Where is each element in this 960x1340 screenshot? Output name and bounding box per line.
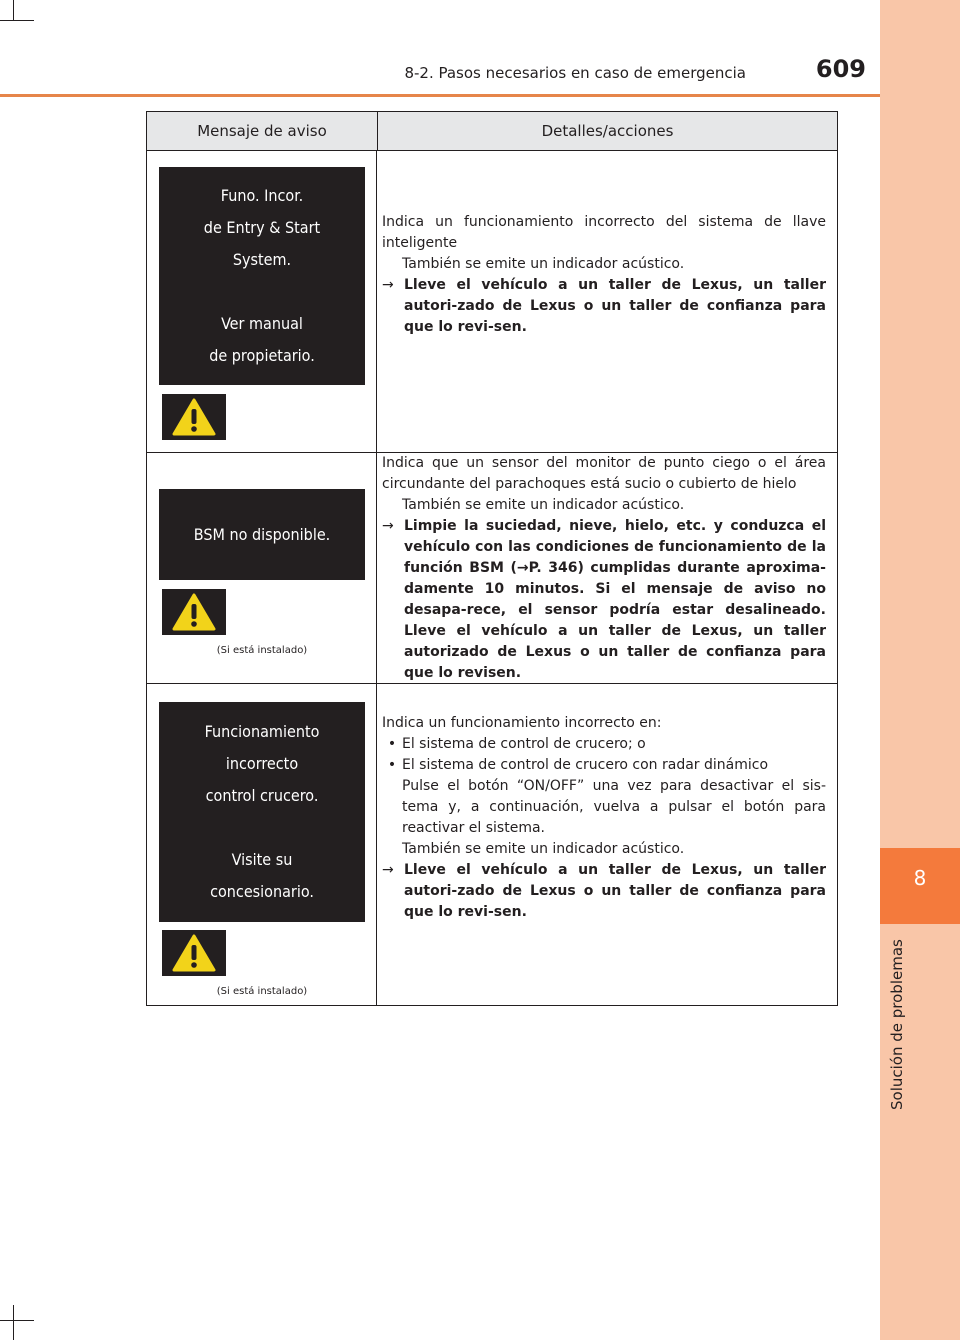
details-sub: También se emite un indicador acústico. bbox=[402, 255, 685, 272]
crop-mark bbox=[0, 20, 34, 21]
screen-line: System. bbox=[232, 250, 292, 269]
arrow-icon: → bbox=[382, 276, 394, 293]
chapter-number: 8 bbox=[913, 866, 927, 890]
message-cell bbox=[147, 453, 377, 683]
details-cell bbox=[377, 684, 837, 1005]
chapter-label: Solución de problemas bbox=[888, 939, 906, 1110]
action-text: Lleve el vehículo a un taller de Lexus, un taller autori-zado de Lexus o un taller de confianza para que lo revi-sen. bbox=[404, 276, 826, 335]
installed-note: (Si está instalado) bbox=[216, 645, 308, 656]
installed-note: (Si está instalado) bbox=[216, 986, 308, 997]
screen-line: concesionario. bbox=[210, 882, 314, 901]
warning-icon-box bbox=[162, 394, 226, 440]
details-sub: Pulse el botón “ON/OFF” una vez para desactivar el sis-tema y, a continuación, vuelva a pulsar el botón para reactivar el sistema. bbox=[402, 777, 826, 836]
details-intro: Indica un funcionamiento incorrecto del sistema de llave inteligente bbox=[382, 213, 826, 251]
screen-line: de Entry & Start bbox=[203, 218, 321, 237]
bullet-item bbox=[382, 755, 826, 776]
details-cell bbox=[377, 453, 837, 683]
warning-screen bbox=[159, 489, 365, 580]
warning-table bbox=[146, 111, 838, 1006]
warning-icon-box bbox=[162, 930, 226, 976]
details-sub: También se emite un indicador acústico. bbox=[402, 496, 685, 513]
warning-icon-box bbox=[162, 589, 226, 635]
action-item bbox=[382, 516, 826, 684]
action-item bbox=[382, 860, 826, 923]
crop-mark bbox=[13, 1305, 14, 1340]
details-intro: Indica que un sensor del monitor de punto ciego o el área circundante del parachoques está sucio o cubierto de hielo bbox=[382, 454, 826, 492]
action-text: Lleve el vehículo a un taller de Lexus, un taller autori-zado de Lexus o un taller de confianza para que lo revi-sen. bbox=[404, 861, 826, 920]
column-header-message: Mensaje de aviso bbox=[147, 112, 378, 150]
table-row bbox=[147, 151, 837, 453]
warning-screen bbox=[159, 702, 365, 922]
screen-line: de propietario. bbox=[209, 346, 315, 365]
message-cell bbox=[147, 684, 377, 1005]
page-number: 609 bbox=[815, 55, 866, 83]
column-header-details: Detalles/acciones bbox=[541, 122, 674, 140]
chapter-side-tab bbox=[880, 0, 960, 1340]
screen-line: Funcionamiento bbox=[204, 722, 320, 741]
action-text: Limpie la suciedad, nieve, hielo, etc. y conduzca el vehículo con las condiciones de funcionamiento de la función BSM (→P. 346) cumplidas durante aproxima-damente 10 minutos. Si el mensaje de aviso no desapa-rece, el sensor podría estar desalineado. Lleve el vehículo a un taller de Lexus, un taller autorizado de Lexus o un taller de confianza para que lo revisen. bbox=[404, 517, 826, 681]
warning-triangle-icon bbox=[172, 934, 216, 972]
warning-triangle-icon bbox=[172, 398, 216, 436]
arrow-icon: → bbox=[382, 861, 394, 878]
arrow-icon: → bbox=[382, 517, 394, 534]
bullet-text: El sistema de control de crucero; o bbox=[402, 735, 646, 752]
screen-line: Ver manual bbox=[221, 314, 303, 333]
table-row bbox=[147, 684, 837, 1005]
details-intro: Indica un funcionamiento incorrecto en: bbox=[382, 714, 662, 731]
table-row bbox=[147, 453, 837, 684]
chapter-label-wrap bbox=[888, 940, 912, 1110]
screen-line: BSM no disponible. bbox=[193, 524, 331, 544]
header-rule bbox=[0, 94, 880, 97]
details-sub: También se emite un indicador acústico. bbox=[402, 840, 685, 857]
warning-screen bbox=[159, 167, 365, 385]
screen-line: Visite su bbox=[231, 850, 293, 869]
action-item bbox=[382, 275, 826, 338]
screen-line: control crucero. bbox=[205, 786, 319, 805]
message-cell bbox=[147, 151, 377, 452]
bullet-text: El sistema de control de crucero con radar dinámico bbox=[402, 756, 769, 773]
details-cell bbox=[377, 151, 837, 452]
warning-triangle-icon bbox=[172, 593, 216, 631]
screen-line: incorrecto bbox=[225, 754, 299, 773]
section-title: 8-2. Pasos necesarios en caso de emergencia bbox=[404, 64, 746, 82]
crop-mark bbox=[0, 1320, 34, 1321]
screen-line: Funo. Incor. bbox=[220, 186, 304, 205]
bullet-item bbox=[382, 734, 826, 755]
bullet-icon: • bbox=[387, 756, 397, 773]
crop-mark bbox=[13, 0, 14, 20]
bullet-icon: • bbox=[387, 735, 397, 752]
table-header bbox=[147, 112, 837, 151]
